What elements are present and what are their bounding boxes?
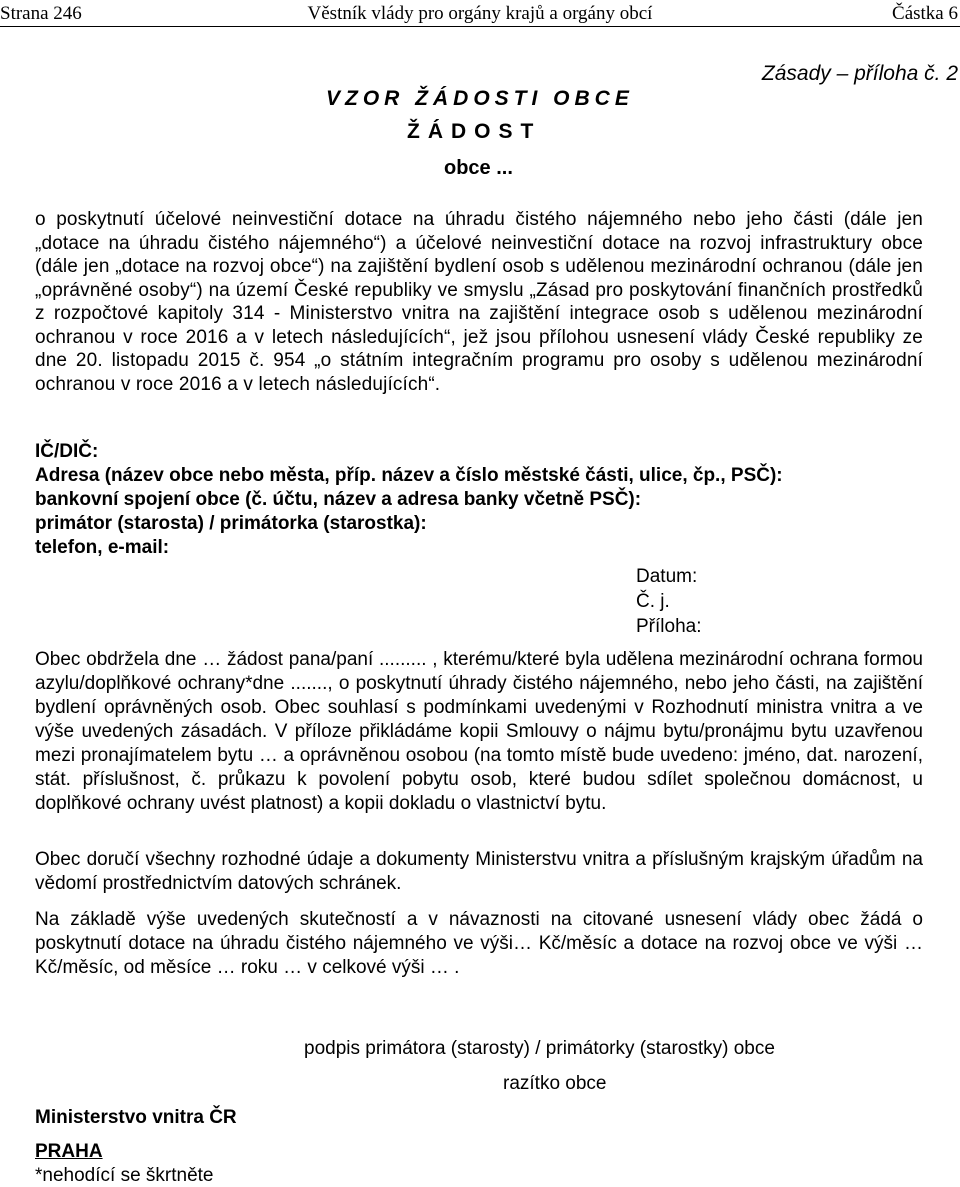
mayor-label: primátor (starosta) / primátorka (starostka): xyxy=(35,513,427,534)
sample-title: VZOR ŽÁDOSTI OBCE xyxy=(326,87,634,110)
date-label: Datum: xyxy=(636,566,698,587)
request-title: ŽÁDOST xyxy=(407,120,542,143)
addressee-city: PRAHA xyxy=(35,1141,103,1162)
reference-label: Č. j. xyxy=(636,591,670,612)
phone-email-label: telefon, e-mail: xyxy=(35,537,170,558)
ico-dic-label: IČ/DIČ: xyxy=(35,441,99,462)
delivery-paragraph: Obec doručí všechny rozhodné údaje a dokumenty Ministerstvu vnitra a příslušným krajským úřadům na vědomí prostřednictvím datových schránek. xyxy=(35,849,923,894)
footnote: *nehodící se škrtněte xyxy=(35,1165,214,1186)
page-number: Strana 246 xyxy=(0,3,82,24)
municipality-title: obce ... xyxy=(444,157,513,179)
intro-paragraph: o poskytnutí účelové neinvestiční dotace na úhradu čistého nájemného nebo jeho části (dále jen „dotace na úhradu čistého nájemného“) a účelové neinvestiční dotace na rozvoj infrastruktury obce (dále jen „dotace na rozvoj obce“) na zajištění bydlení osob s udělenou mezinárodní ochranou (dále jen „oprávněné osoby“) na území České republiky ve smyslu „Zásad pro poskytování finančních prostředků z rozpočtové kapitoly 314 - Ministerstvo vnitra na zajištění integrace osob s udělenou mezinárodní ochranou v roce 2016 a v letech následujících“, jež jsou přílohou usnesení vlády České republiky ze dne 20. listopadu 2015 č. 954 „o státním integračním programu pro osoby s udělenou mezinárodní ochranou v roce 2016 a v letech následujících“. xyxy=(35,209,923,395)
issue-number: Částka 6 xyxy=(892,3,958,24)
address-label: Adresa (název obce nebo města, příp. název a číslo městské části, ulice, čp., PSČ): xyxy=(35,465,783,486)
receipt-paragraph: Obec obdržela dne … žádost pana/paní ......... , kterému/které byla udělena mezinárodní ochrana formou azylu/doplňkové ochrany*dne ......., o poskytnutí úhrady čistého nájemného, nebo jeho části, na zajištění bydlení oprávněných osob. Obec souhlasí s podmínkami uvedenými v Rozhodnutí ministra vnitra a ve výše uvedených zásadách. V příloze přikládáme kopii Smlouvy o nájmu bytu/pronájmu bytu uzavřenou mezi pronajímatelem bytu … a oprávněnou osobou (na tomto místě bude uvedeno: jméno, dat. narození, stát. příslušnost, č. průkazu k povolení pobytu osob, které budou sdílet společnou domácnost, u doplňkové ochrany uvést platnost) a kopii dokladu o vlastnictví bytu. xyxy=(35,649,923,814)
bank-label: bankovní spojení obce (č. účtu, název a adresa banky včetně PSČ): xyxy=(35,489,642,510)
journal-title: Věstník vlády pro orgány krajů a orgány obcí xyxy=(307,3,653,24)
stamp-line: razítko obce xyxy=(503,1073,607,1094)
signature-line: podpis primátora (starosty) / primátorky (starostky) obce xyxy=(304,1038,775,1059)
attachment-label: Zásady – příloha č. 2 xyxy=(761,62,958,85)
contact-fields xyxy=(35,440,783,560)
request-paragraph: Na základě výše uvedených skutečností a v návaznosti na citované usnesení vlády obec žádá o poskytnutí dotace na úhradu čistého nájemného ve výši… Kč/měsíc a dotace na rozvoj obce ve výši … Kč/měsíc, od měsíce … roku … v celkové výši … . xyxy=(35,909,923,978)
addressee-ministry: Ministerstvo vnitra ČR xyxy=(35,1107,237,1128)
document-meta xyxy=(636,564,701,639)
attachment-field-label: Příloha: xyxy=(636,616,702,637)
page-header xyxy=(0,0,960,27)
